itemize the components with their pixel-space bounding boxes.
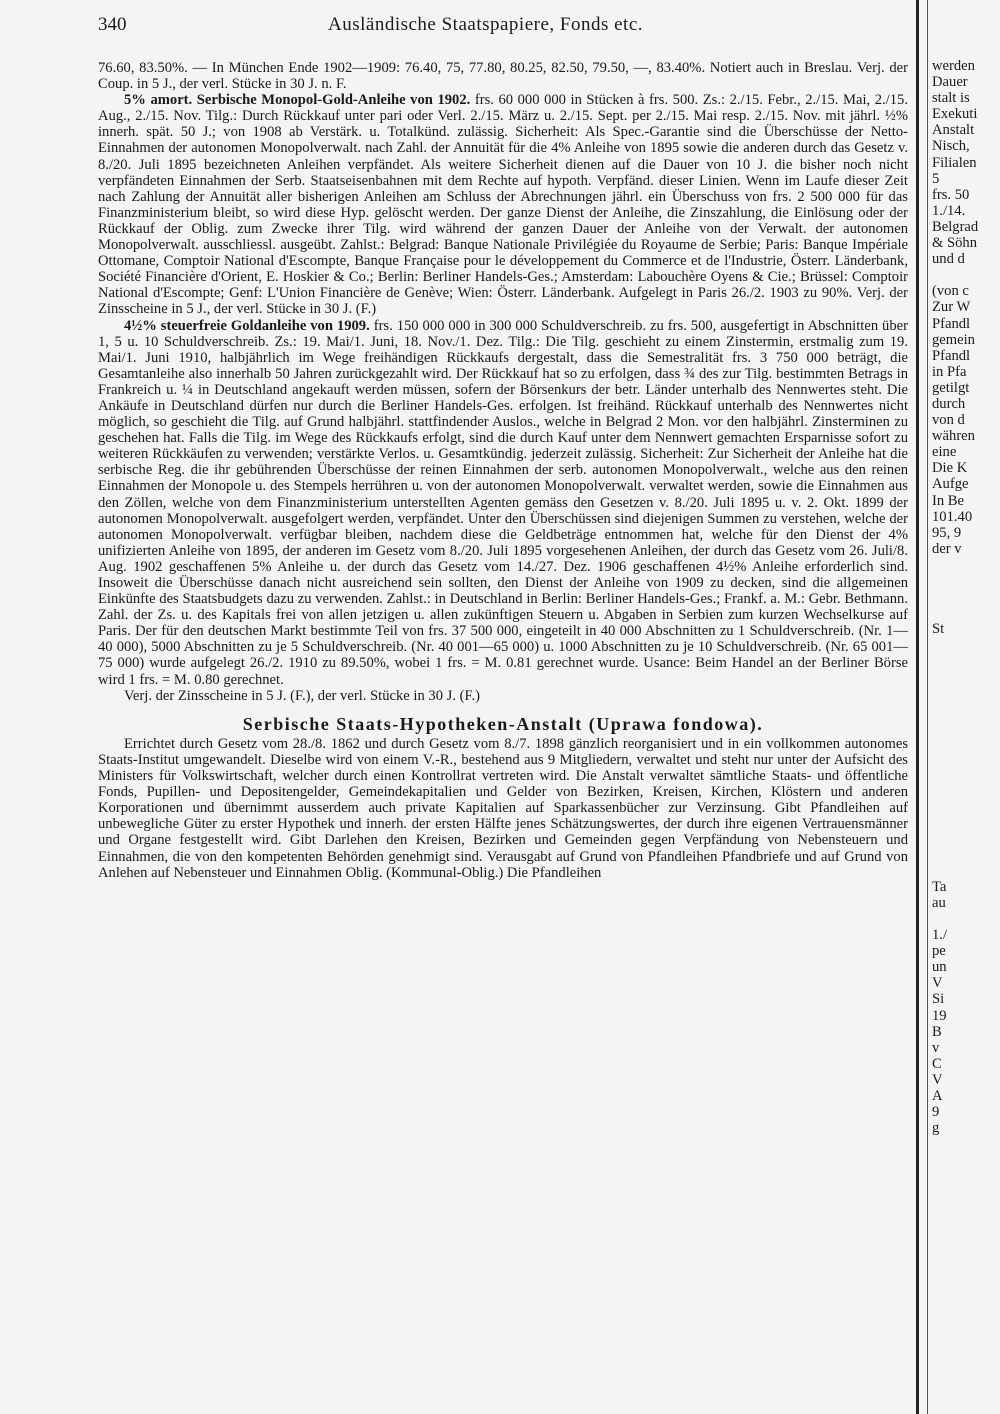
- adjacent-line: [932, 766, 1000, 782]
- adjacent-line: B: [932, 1023, 942, 1040]
- adjacent-line: 1./: [932, 927, 947, 944]
- adjacent-line: getilgt: [932, 379, 970, 396]
- page-header: [98, 14, 908, 40]
- adjacent-line: Die K: [932, 460, 968, 477]
- adjacent-line: [932, 637, 1000, 653]
- adjacent-line: 9: [932, 1104, 940, 1121]
- adjacent-line: gemein: [932, 331, 975, 348]
- adjacent-page-column: [932, 58, 1000, 1136]
- adjacent-line: [932, 911, 1000, 927]
- adjacent-line: [932, 670, 1000, 686]
- paragraph-goldanleihe: [98, 318, 908, 688]
- bond-title-1902: 5% amort. Serbische Monopol-Gold-Anleihe von 1902.: [124, 92, 471, 109]
- adjacent-line: stalt is: [932, 90, 970, 107]
- adjacent-line: Exekuti: [932, 106, 978, 123]
- adjacent-line: Zur W: [932, 299, 971, 316]
- adjacent-line: [932, 734, 1000, 750]
- section-heading: Serbische Staats-Hypotheken-Anstalt (Uprawa fondowa).: [242, 713, 764, 734]
- adjacent-line: un: [932, 959, 947, 976]
- adjacent-line: [932, 814, 1000, 830]
- paragraph-verjaehrung: Verj. der Zinsscheine in 5 J. (F.), der verl. Stücke in 30 J. (F.): [124, 687, 480, 704]
- adjacent-line: Ta: [932, 878, 947, 895]
- adjacent-line: g: [932, 1120, 940, 1137]
- adjacent-line: pe: [932, 943, 946, 960]
- column-rule-thin: [927, 0, 928, 1414]
- bond-title-1909: 4½% steuerfreie Goldanleihe von 1909.: [124, 317, 370, 334]
- adjacent-line: [932, 831, 1000, 847]
- adjacent-line: und d: [932, 251, 965, 268]
- adjacent-line: In Be: [932, 492, 965, 509]
- adjacent-line: V: [932, 975, 943, 992]
- adjacent-line: währen: [932, 428, 975, 445]
- adjacent-line: 101.40: [932, 508, 973, 525]
- bond-text-1909: frs. 150 000 000 in 300 000 Schuldverschreib. zu frs. 500, ausgefertigt in Abschnitten über 1, 5 u. 10 Schuldverschreib. Zs.: 19. Mai/1. Juni, 18. Nov./1. Dez. Tilg.: Die Tilg. geschieht zu einem Zinstermin, erstmalig zum 19. Mai/1. Juni 1910, halbjährlich im Wege freihändigen Rückkaufs dergestalt, dass die Semestralität frs. 3 750 000 beträgt, die Gesamtanleihe also innerhalb 50 Jahren zurückgezahlt wird. Der Rückkauf hat so zu erfolgen, dass ¾ des zur Tilg. bestimmten Betrags in Frankreich u. ¼ in Deutschland angekauft werden müssen, sofern der Börsenkurs der betr. Länder unterhalb des Nennwertes steht. Die Ankäufe in Deutschland dürfen nur durch die Berliner Handels-Ges. erfolgen. Ist freihänd. Rückkauf unterhalb des Nennwertes nicht möglich, so geschieht die Tilg. auf Grund halbjährl. stattfindender Auslos., welche in Belgrad 2 Mon. vor den halbjährl. Zinsterminen zu geschehen hat. Falls die Tilg. im Wege des Rückkaufs erfolgt, sind die durch Kauf unter dem Nennwert gemachten Ersparnisse sofort zu weiteren Rückkäufen zu verwenden; verstärkte Verlos. u. Gesamtkündig. jederzeit zulässig. Sicherheit: Zur Sicherheit der Anleihe hat die serbische Reg. die ihr gebührenden Überschüsse der reinen Einnahmen der serb. autonomen Monopolverwalt., welche aus den reinen Einnahmen der Monopole u. des Stempels herrühren u. von der autonomen Monopolverwalt. verwaltet werden, sowie die Einnahmen aus den Zöllen, welche von dem Finanzministerium unterstellten Agenten gemäss den Gesetzen v. 8./20. Juli 1895 u. v. 2. Okt. 1899 der autonomen Monopolverwalt. ausgefolgert werden, verpfändet. Unter den Überschüssen sind diejenigen Summen zu verstehen, welche der autonomen Monopolverwalt. verfügbar bleiben, nachdem diese die Geldbeträge entnommen hat, welche für den Dienst der 4% unifizierten Anleihe von 1895, der anderen im Gesetz vom 8./20. Juli 1895 vorgesehenen Anleihen, der durch das Gesetz vom 26. Juli/8. Aug. 1902 geschaffenen 5% Anleihe u. der durch das Gesetz vom 14./27. Dez. 1906 geschaffenen 4½% Anleihe erforderlich sind. Insoweit die Überschüsse danach nicht ausreichend sein sollten, den Dienst der Anleihe von 1909 zu decken, sind die allgemeinen Einkünfte des Staatsbudgets dazu zu verwenden. Zahlst.: in Deutschland in Berlin: Berliner Handels-Ges.; Frankf. a. M.: Gebr. Bethmann. Zahl. der Zs. u. des Kapitals frei von allen jetzigen u. allen zukünftigen Steuern u. Abgaben in Serbien zum kurzen Wechselkurse auf Paris. Der für den deutschen Markt bestimmte Teil von frs. 37 500 000, eingeteilt in 40 000 Abschnitten zu 1 Schuldverschreib. (Nr. 1—40 000), 5000 Abschnitten zu je 5 Schuldverschreib. (Nr. 40 001—65 000) u. 1000 Abschnitten zu je 10 Schuldverschreib. (Nr. 65 001—75 000) wurde aufgelegt 26./2. 1910 zu 89.50%, wobei 1 frs. = M. 0.81 gerechnet wurde. Usance: Beim Handel an der Berliner Börse wird 1 frs. = M. 0.80 gerechnet.: [98, 317, 908, 688]
- adjacent-line: C: [932, 1055, 942, 1072]
- adjacent-line: & Söhn: [932, 235, 978, 252]
- adjacent-line: frs. 50: [932, 186, 970, 203]
- adjacent-line: Anstalt: [932, 122, 975, 139]
- adjacent-line: von d: [932, 412, 965, 429]
- adjacent-line: [932, 267, 1000, 283]
- adjacent-line: Pfandl: [932, 347, 971, 364]
- adjacent-line: (von c: [932, 283, 969, 300]
- page-number: 340: [98, 14, 127, 35]
- adjacent-line: [932, 589, 1000, 605]
- main-column: [98, 60, 908, 881]
- adjacent-line: [932, 750, 1000, 766]
- adjacent-line: A: [932, 1088, 943, 1104]
- adjacent-line: [932, 782, 1000, 798]
- adjacent-line: Dauer: [932, 74, 968, 91]
- adjacent-line: durch: [932, 395, 966, 412]
- paragraph-monopol-anleihe: [98, 92, 908, 317]
- adjacent-line: au: [932, 894, 946, 911]
- running-title: Ausländische Staatspapiere, Fonds etc.: [328, 14, 644, 35]
- adjacent-line: Nisch,: [932, 138, 970, 155]
- adjacent-line: [932, 847, 1000, 863]
- bond-text-1902: frs. 60 000 000 in Stücken à frs. 500. Zs.: 2./15. Febr., 2./15. Mai, 2./15. Aug., 2./15. Nov. Tilg.: Durch Rückkauf unter pari oder Verl. 2./15. März u. 2./15. Sept. per 2./15. Mai resp. 2./15. Nov. mit jährl. ½% innerh. spät. 50 J.; von 1908 ab Verstärk. u. Totalkünd. zulässig. Sicherheit: Als Spec.-Garantie sind die Überschüsse der Netto-Einnahmen der autonomen Monopolverwalt. nach Zahl. der Annuität für die 4% Anleihe von 1895 sowie die anderen durch das Gesetz v. 8./20. Juli 1895 bezeichneten Anleihen verpfändet. Als weitere Sicherheit dienen auf die Dauer von 10 J. die bisher noch nicht verpfändeten Einnahmen der Serb. Staatseisenbahnen mit dem Rechte auf hypoth. Verpfänd. dieser Linien. Wenn im Laufe dieser Zeit nach Zahlung der Annuität aller bisherigen Anleihen am Schluss der Abrechnungen jährl. ein Überschuss von frs. 2 500 000 für das Finanzministerium bleibt, so wird diese Hyp. gelöscht werden. Der ganze Dienst der Anleihe, die Zinszahlung, die Einlösung oder der Rückkauf der Oblig. zum Zwecke ihrer Tilg. wird während der ganzen Dauer der Anleihe von der Verwalt. der autonomen Monopolverwalt. ausschliessl. ausgeübt. Zahlst.: Belgrad: Banque Nationale Privilégiée du Royaume de Serbie; Paris: Banque Impériale Ottomane, Comptoir National d'Escompte, Banque Française pour le développement du Commerce et de l'Industrie, Österr. Länderbank, Société Financière d'Orient, E. Hoskier & Co.; Berlin: Berliner Handels-Ges.; Amsterdam: Labouchère Oyens & Cie.; Brüssel: Comptoir National d'Escompte; Genf: L'Union Financière de Genève; Wien: Österr. Länderbank. Aufgelegt in Paris 26./2. 1903 zu 90%. Verj. der Zinsscheine in 5 J., der verl. Stücke in 30 J. (F.): [98, 92, 908, 318]
- adjacent-line: werden: [932, 58, 975, 74]
- adjacent-line: [932, 702, 1000, 718]
- adjacent-line: V: [932, 1071, 943, 1088]
- adjacent-line: Filialen: [932, 154, 977, 171]
- adjacent-line: St: [932, 621, 945, 638]
- adjacent-line: 19: [932, 1007, 947, 1024]
- adjacent-line: [932, 686, 1000, 702]
- paragraph-hypotheken-anstalt: Errichtet durch Gesetz vom 28./8. 1862 und durch Gesetz vom 8./7. 1898 gänzlich reorganisiert und in ein vollkommen autonomes Staats-Institut umgewandelt. Dieselbe wird von einem V.-R., bestehend aus 9 Mitgliedern, verwaltet und steht nur unter der Aufsicht des Ministers für Volkswirtschaft, welcher durch einen Kontrollrat vertreten wird. Die Anstalt verwaltet sämtliche Staats- und öffentliche Fonds, Pupillen- und Depositengelder, Gemeindekapitalien und Gelder von Bezirken, Kreisen, Kirchen, Klöstern und anderen Korporationen und übernimmt ausserdem auch private Kapitalien auf Sparkassenbücher zur Verzinsung. Gibt Pfandleihen auf unbewegliche Güter zu erster Hypothek und innerh. der ersten Hälfte jenes Schätzungswertes, der durch ihre eigenen Vertrauensmänner und Organe festgestellt wird. Gibt Darlehen den Kreisen, Bezirken und Gemeinden gegen Verpfändung von Nebensteuern und Einnahmen, die von den kompetenten Behörden genehmigt sind. Verausgabt auf Grund von Pfandleihen Pfandbriefe und auf Grund von Anlehen auf Nebensteuer und Einnahmen Oblig. (Kommunal-Oblig.) Die Pfandleihen: [98, 735, 908, 881]
- adjacent-line: [932, 798, 1000, 814]
- adjacent-line: 1./14.: [932, 202, 966, 219]
- adjacent-line: eine: [932, 444, 957, 461]
- adjacent-line: [932, 557, 1000, 573]
- adjacent-line: Belgrad: [932, 218, 979, 235]
- adjacent-line: Pfandl: [932, 315, 971, 332]
- adjacent-line: [932, 718, 1000, 734]
- adjacent-line: Aufge: [932, 476, 969, 493]
- adjacent-line: in Pfa: [932, 363, 967, 380]
- adjacent-line: [932, 605, 1000, 621]
- paragraph-prices: 76.60, 83.50%. — In München Ende 1902—1909: 76.40, 75, 77.80, 80.25, 82.50, 79.50, —, 83.40%. Notiert auch in Breslau. Verj. der Coup. in 5 J., der verl. Stücke in 30 J. n. F.: [98, 60, 908, 93]
- adjacent-line: [932, 653, 1000, 669]
- adjacent-line: [932, 863, 1000, 879]
- adjacent-line: der v: [932, 540, 962, 557]
- adjacent-line: 95, 9: [932, 524, 962, 541]
- column-rule: [916, 0, 919, 1414]
- adjacent-line: v: [932, 1039, 940, 1056]
- adjacent-line: Si: [932, 991, 945, 1008]
- adjacent-line: 5: [932, 170, 940, 187]
- adjacent-line: [932, 573, 1000, 589]
